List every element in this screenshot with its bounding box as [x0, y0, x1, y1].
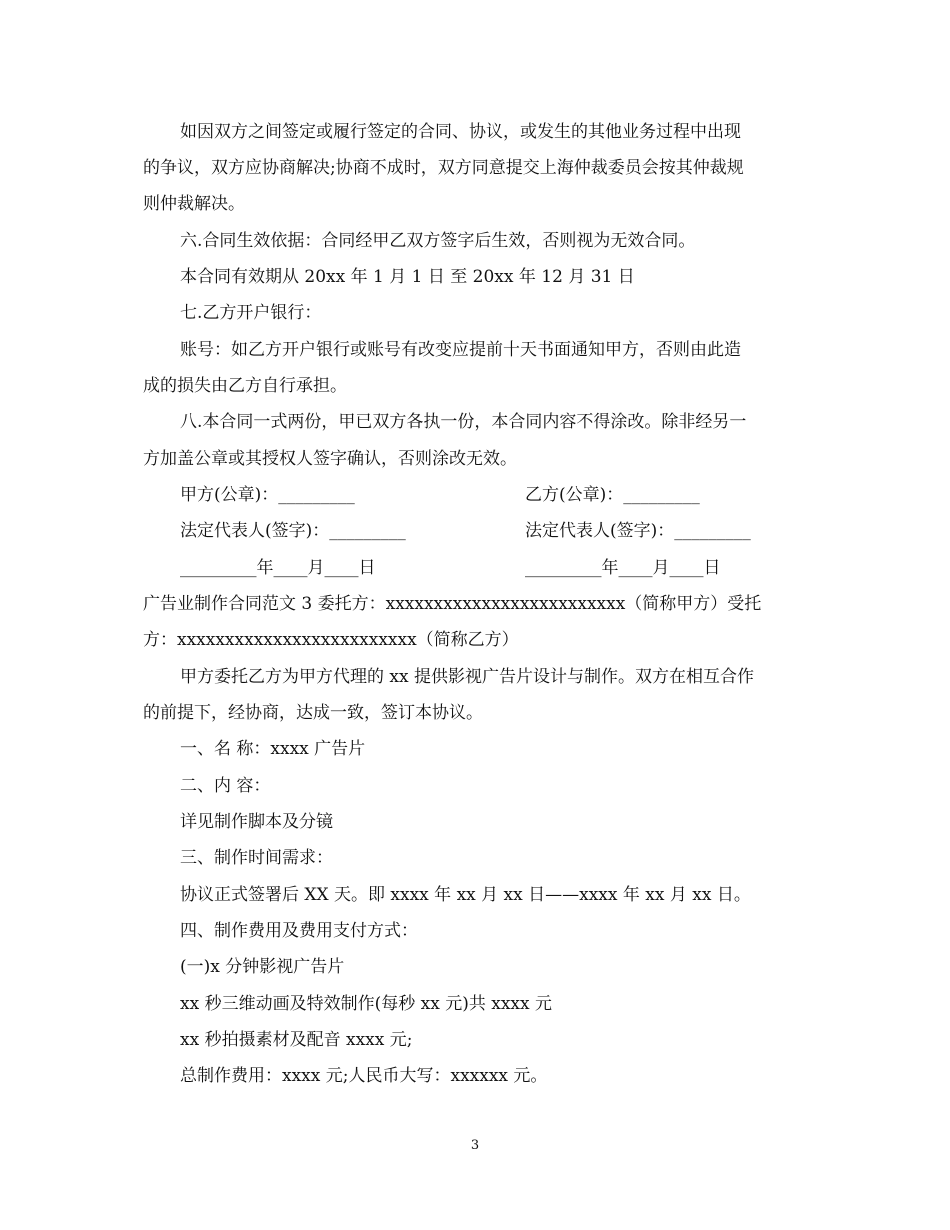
section-time: 三、制作时间需求：: [180, 848, 333, 868]
party-b-representative: 法定代表人(签字)：_________: [525, 521, 751, 541]
section-time-detail: 协议正式签署后 XX 天。即 xxxx 年 xx 月 xx 日——xxxx 年 xx 月 xx 日。: [180, 885, 751, 905]
section-fees: 四、制作费用及费用支付方式：: [180, 921, 418, 941]
clause-eight-line1: 八.本合同一式两份，甲已双方各执一份，本合同内容不得涂改。除非经另一: [180, 412, 747, 432]
validity-period: 本合同有效期从 20xx 年 1 月 1 日 至 20xx 年 12 月 31 日: [180, 267, 635, 287]
fee-item-a: (一)x 分钟影视广告片: [180, 957, 345, 977]
fee-total: 总制作费用：xxxx 元;人民币大写：xxxxxx 元。: [180, 1066, 548, 1086]
section-content-detail: 详见制作脚本及分镜: [180, 812, 333, 832]
clause-six: 六.合同生效依据：合同经甲乙双方签字后生效，否则视为无效合同。: [180, 231, 696, 251]
section-name: 一、名 称：xxxx 广告片: [180, 739, 366, 759]
clause-eight-line2: 方加盖公章或其授权人签字确认，否则涂改无效。: [143, 449, 517, 469]
page-number: 3: [470, 1138, 480, 1153]
account-line2: 成的损失由乙方自行承担。: [143, 376, 347, 396]
paragraph-dispute-line2: 的争议，双方应协商解决;协商不成时，双方同意提交上海仲裁委员会按其仲裁规: [143, 158, 744, 178]
account-line1: 账号：如乙方开户银行或账号有改变应提前十天书面通知甲方，否则由此造: [180, 340, 741, 360]
contract3-intro-line2: 的前提下，经协商，达成一致，签订本协议。: [143, 703, 483, 723]
fee-item-b: xx 秒三维动画及特效制作(每秒 xx 元)共 xxxx 元: [180, 994, 552, 1014]
party-a-date: _________年____月____日: [180, 558, 376, 578]
paragraph-dispute-line3: 则仲裁解决。: [143, 194, 245, 214]
contract3-intro-line1: 甲方委托乙方为甲方代理的 xx 提供影视广告片设计与制作。双方在相互合作: [180, 667, 754, 687]
party-b-date: _________年____月____日: [525, 558, 721, 578]
party-b-seal: 乙方(公章)：_________: [525, 485, 700, 505]
party-a-seal: 甲方(公章)：_________: [180, 485, 355, 505]
clause-seven: 七.乙方开户银行：: [180, 303, 322, 323]
party-a-representative: 法定代表人(签字)：_________: [180, 521, 406, 541]
fee-item-c: xx 秒拍摄素材及配音 xxxx 元;: [180, 1030, 413, 1050]
contract3-heading-line1: 广告业制作合同范文 3 委托方：xxxxxxxxxxxxxxxxxxxxxxxxx（简称甲方）受托: [143, 594, 762, 614]
paragraph-dispute-line1: 如因双方之间签定或履行签定的合同、协议，或发生的其他业务过程中出现: [180, 122, 741, 142]
contract3-heading-line2: 方：xxxxxxxxxxxxxxxxxxxxxxxxx（简称乙方）: [143, 630, 519, 650]
section-content: 二、内 容：: [180, 776, 271, 796]
